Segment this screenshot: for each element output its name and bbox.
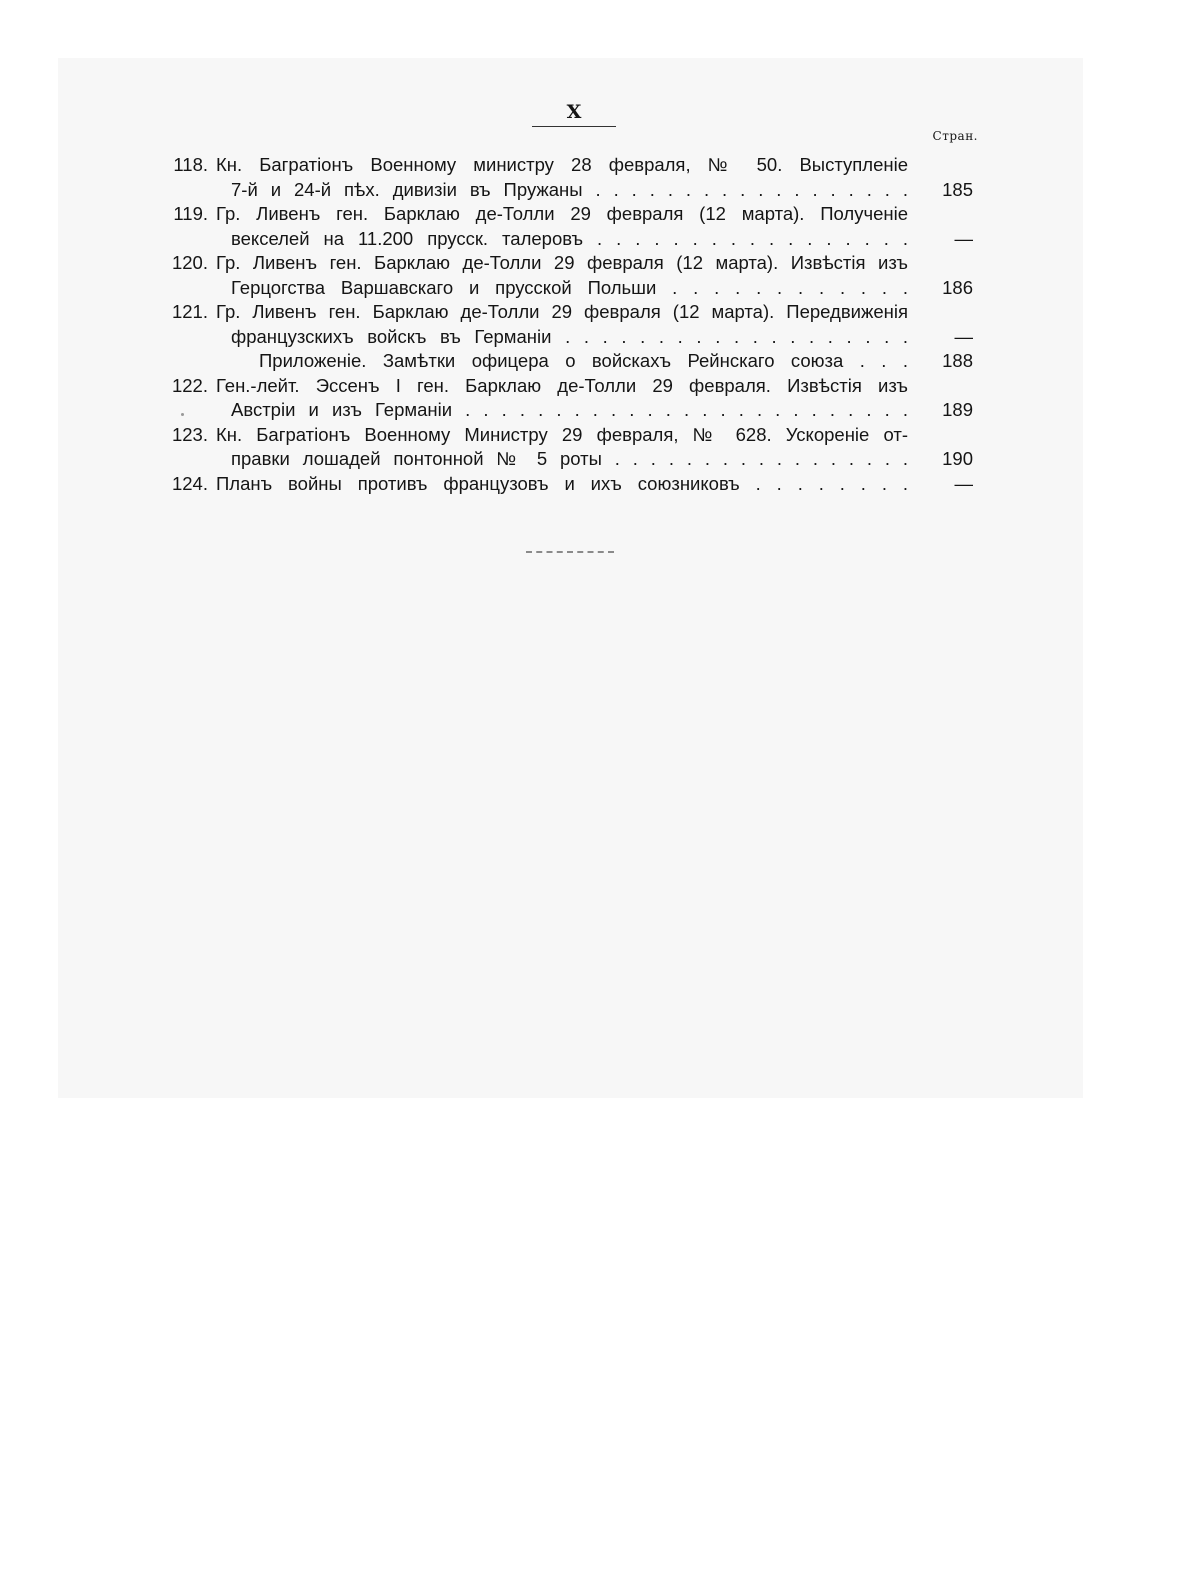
entry-page: 189 [942, 399, 973, 420]
toc-row [0, 472, 1191, 497]
page-column-label: Стран. [932, 129, 978, 143]
entry-page: — [954, 325, 973, 347]
toc-row [0, 202, 1191, 227]
entry-text: 7-й и 24-й пѣх. дивизіи въ Пружаны . . . . . . . . . . . . . . . . . . [231, 178, 908, 200]
toc-row [0, 153, 1191, 178]
toc-row [0, 398, 1191, 423]
toc-row [0, 276, 1191, 301]
entry-number: 121. [171, 301, 208, 322]
toc-row [0, 300, 1191, 325]
entry-page: 185 [942, 178, 973, 200]
entry-number: 119. [173, 203, 208, 224]
entry-text: Кн. Багратіонъ Военному министру 28 февраля, № 50. Выступленіе [216, 154, 908, 175]
entry-page: 188 [942, 350, 973, 371]
entry-page: 186 [942, 276, 973, 298]
entry-text: Австріи и изъ Германіи . . . . . . . . . . . . . . . . . . . . . . . . . [231, 399, 908, 420]
entry-text: французскихъ войскъ въ Германіи . . . . . . . . . . . . . . . . . . . [231, 325, 908, 347]
toc-row [0, 349, 1191, 374]
entry-page: — [954, 472, 973, 494]
toc-row [0, 423, 1191, 448]
page-number: X [566, 101, 582, 123]
entry-number: 124. [171, 472, 208, 494]
toc-row [0, 178, 1191, 203]
toc-row [0, 325, 1191, 350]
entry-text: Кн. Багратіонъ Военному Министру 29 февраля, № 628. Ускореніе от- [216, 423, 908, 445]
entry-number: 118. [173, 154, 208, 175]
header-rule [532, 126, 616, 127]
entry-text: векселей на 11.200 прусск. талеровъ . . . . . . . . . . . . . . . . . [231, 227, 908, 249]
entry-text: Гр. Ливенъ ген. Барклаю де-Толли 29 февраля (12 марта). Полученіе [216, 203, 908, 224]
entry-text: Планъ войны противъ французовъ и ихъ союзниковъ . . . . . . . . [216, 472, 908, 494]
entry-number: 123. [171, 423, 208, 445]
toc-row [0, 447, 1191, 472]
toc-row [0, 251, 1191, 276]
toc-row [0, 374, 1191, 399]
entry-text: Гр. Ливенъ ген. Барклаю де-Толли 29 февраля (12 марта). Извѣстія изъ [216, 252, 908, 273]
entry-number: 120. [171, 252, 208, 273]
entry-page: 190 [942, 448, 973, 469]
table-of-contents [0, 153, 1191, 496]
entry-page: — [954, 227, 973, 249]
toc-row [0, 227, 1191, 252]
entry-text: правки лошадей понтонной № 5 роты . . . . . . . . . . . . . . . . . [231, 448, 908, 469]
entry-text: Герцогства Варшавскаго и прусской Польши . . . . . . . . . . . . [231, 276, 908, 298]
entry-text: Гр. Ливенъ ген. Барклаю де-Толли 29 февраля (12 марта). Передвиженія [216, 301, 908, 322]
entry-number: 122. [171, 374, 208, 396]
section-end-rule [526, 551, 614, 553]
entry-text: Ген.-лейт. Эссенъ I ген. Барклаю де-Толли 29 февраля. Извѣстія изъ [216, 374, 908, 396]
entry-text: Приложеніе. Замѣтки офицера о войскахъ Рейнскаго союза . . . [259, 350, 908, 371]
